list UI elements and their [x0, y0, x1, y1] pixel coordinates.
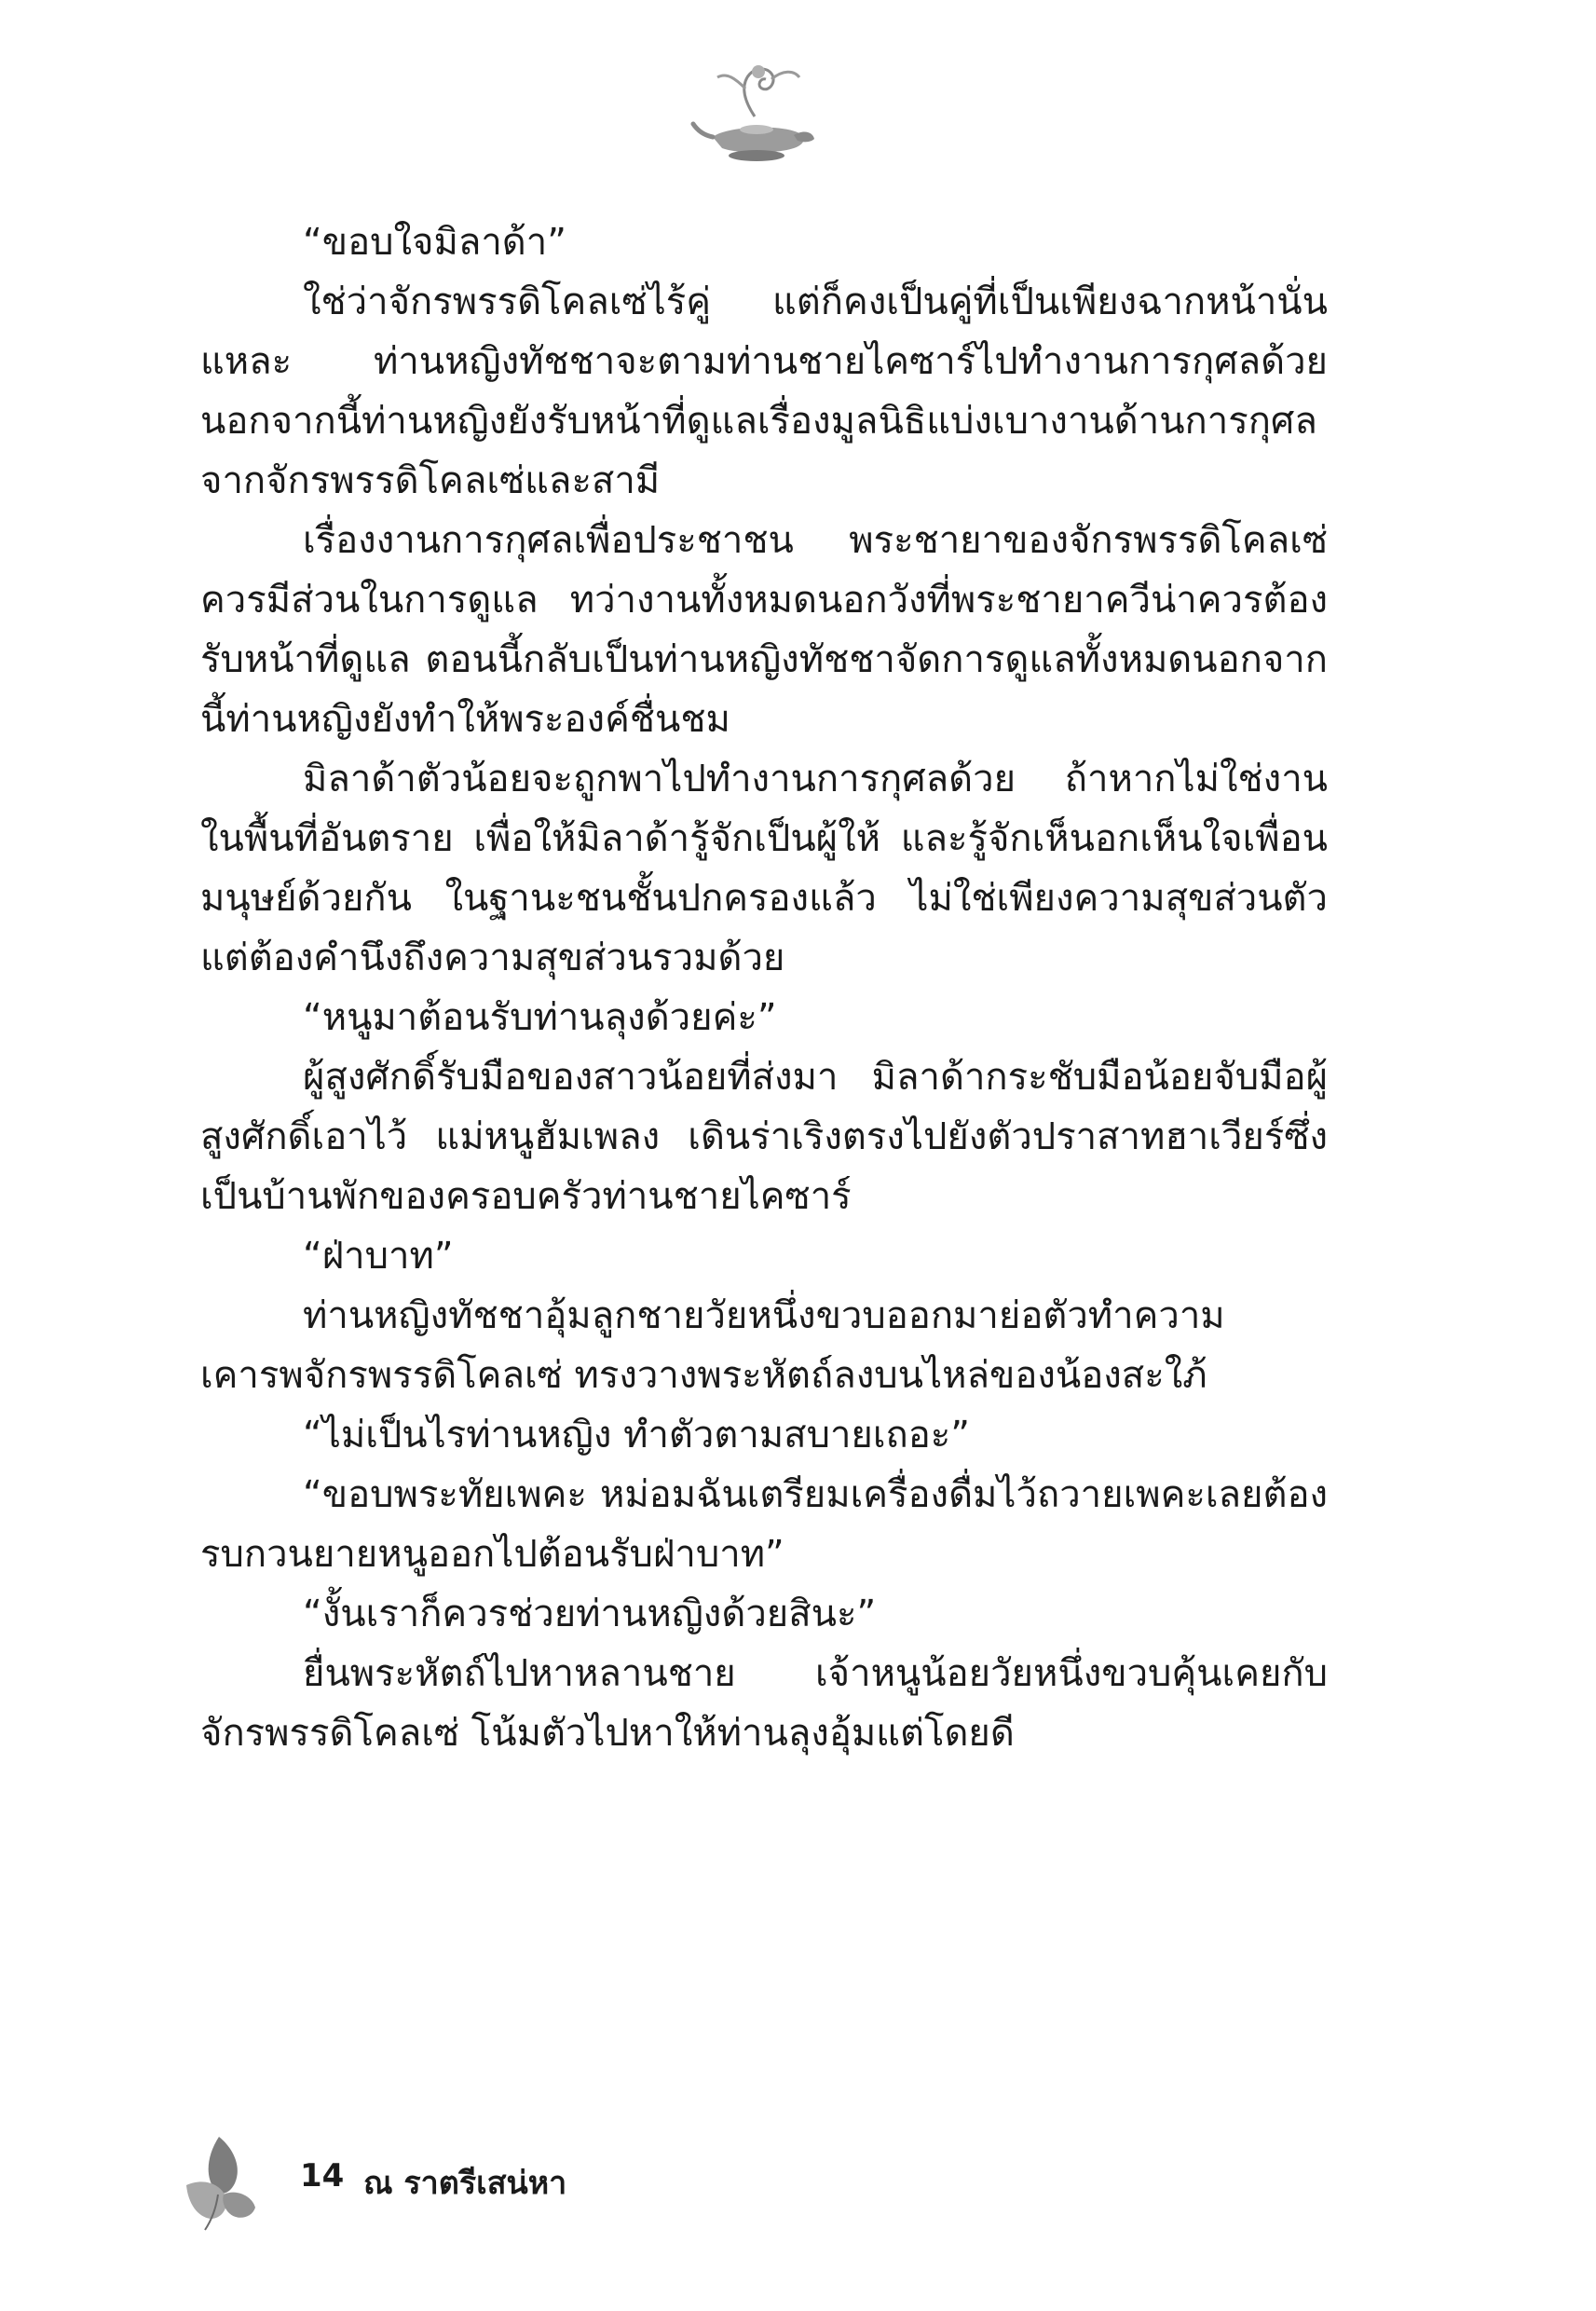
- page-number: 14: [300, 2157, 345, 2195]
- body-text: [200, 212, 1328, 1763]
- genie-lamp-icon: [689, 51, 820, 172]
- page-footer: [177, 2129, 736, 2232]
- paragraph: “ไม่เป็นไรท่านหญิง ทำตัวตามสบายเถอะ”: [303, 1414, 970, 1456]
- paragraph: “งั้นเราก็ควรช่วยท่านหญิงด้วยสินะ”: [303, 1593, 877, 1635]
- paragraph: “ขอบพระทัยเพคะ หม่อมฉันเตรียมเครื่องดื่มไว้ถวายเพคะเลยต้องรบกวนยายหนูออกไปต้อนรับฝ่าบาท”: [200, 1473, 1328, 1576]
- book-title: ณ ราตรีเสน่หา: [363, 2165, 567, 2202]
- paragraph: “หนูมาต้อนรับท่านลุงด้วยค่ะ”: [303, 996, 777, 1039]
- paragraph: ท่านหญิงทัชชาอุ้มลูกชายวัยหนึ่งขวบออกมาย่อตัวทำความเคารพจักรพรรดิโคลเซ่ ทรงวางพระหัตถ์ลงบนไหล่ของน้องสะใภ้: [200, 1294, 1225, 1397]
- paragraph: มิลาด้าตัวน้อยจะถูกพาไปทำงานการกุศลด้วย ถ้าหากไม่ใช่งานในพื้นที่อันตราย เพื่อให้มิลาด้ารู้จักเป็นผู้ให้ และรู้จักเห็นอกเห็นใจเพื่อนมนุษย์ด้วยกัน ในฐานะชนชั้นปกครองแล้ว ไม่ใช่เพียงความสุขส่วนตัว แต่ต้องคำนึงถึงความสุขส่วนรวมด้วย: [200, 758, 1328, 979]
- leaf-icon: [177, 2129, 261, 2232]
- paragraph: ผู้สูงศักดิ์รับมือของสาวน้อยที่ส่งมา มิลาด้ากระชับมือน้อยจับมือผู้สูงศักดิ์เอาไว้ แม่หนูฮัมเพลง เดินร่าเริงตรงไปยังตัวปราสาทฮาเวียร์ซึ่งเป็นบ้านพักของครอบครัวท่านชายไคซาร์: [200, 1056, 1328, 1218]
- paragraph: ใช่ว่าจักรพรรดิโคลเซ่ไร้คู่ แต่ก็คงเป็นคู่ที่เป็นเพียงฉากหน้านั่นแหละ ท่านหญิงทัชชาจะตามท่านชายไคซาร์ไปทำงานการกุศลด้วย นอกจากนี้ท่านหญิงยังรับหน้าที่ดูแลเรื่องมูลนิธิแบ่งเบางานด้านการกุศลจากจักรพรรดิโคลเซ่และสามี: [200, 280, 1328, 502]
- paragraph: “ขอบใจมิลาด้า”: [303, 221, 566, 264]
- paragraph: ยื่นพระหัตถ์ไปหาหลานชาย เจ้าหนูน้อยวัยหนึ่งขวบคุ้นเคยกับจักรพรรดิโคลเซ่ โน้มตัวไปหาให้ท่านลุงอุ้มแต่โดยดี: [200, 1652, 1328, 1755]
- paragraph: “ฝ่าบาท”: [303, 1235, 454, 1278]
- paragraph: เรื่องงานการกุศลเพื่อประชาชน พระชายาของจักรพรรดิโคลเซ่ควรมีส่วนในการดูแล ทว่างานทั้งหมดนอกวังที่พระชายาควีน่าควรต้องรับหน้าที่ดูแล ตอนนี้กลับเป็นท่านหญิงทัชชาจัดการดูแลทั้งหมดนอกจากนี้ท่านหญิงยังทำให้พระองค์ชื่นชม: [200, 519, 1328, 741]
